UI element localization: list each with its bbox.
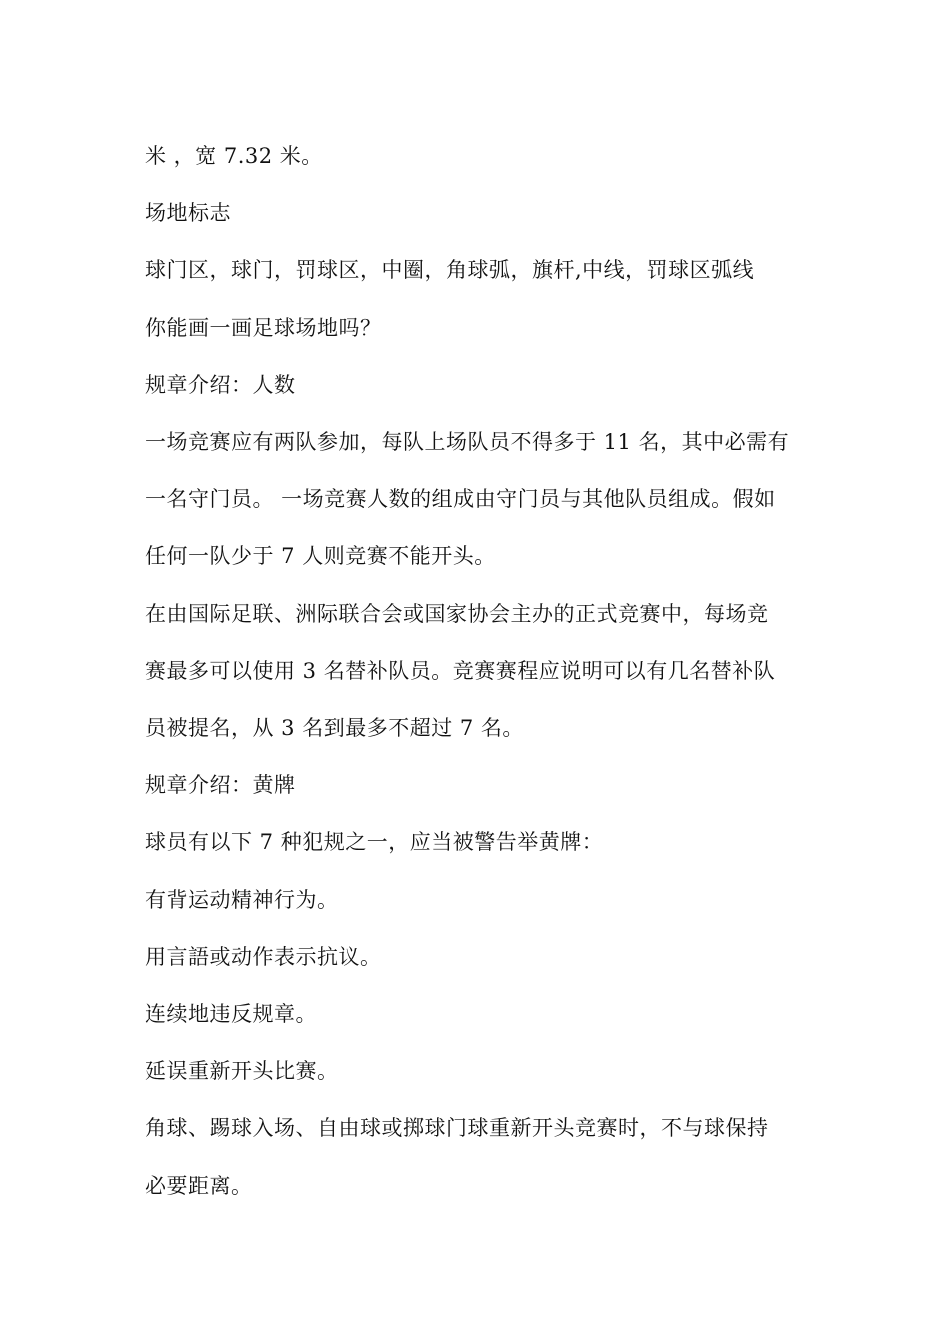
document-body: [145, 128, 815, 1215]
text-line: 赛最多可以使用 3 名替补队员。竞赛赛程应说明可以有几名替补队: [145, 658, 776, 683]
list-item: 有背运动精神行为。: [145, 887, 339, 912]
text-line: 必要距离。: [145, 1173, 253, 1198]
text-line: 球门区，球门，罚球区，中圈，角球弧，旗杆,中线，罚球区弧线: [145, 258, 755, 283]
text-line: 在由国际足联、洲际联合会或国家协会主办的正式竞赛中，每场竞: [145, 601, 769, 626]
list-item: 角球、踢球入场、自由球或掷球门球重新开头竞赛时，不与球保持: [145, 1116, 769, 1141]
text-line: 一场竞赛应有两队参加，每队上场队员不得多于 11 名，其中必需有: [145, 430, 790, 455]
text-line: 员被提名，从 3 名到最多不超过 7 名。: [145, 716, 524, 741]
text-line: 你能画一画足球场地吗？: [145, 315, 382, 340]
list-item: 连续地违反规章。: [145, 1002, 317, 1027]
section-heading: 场地标志: [145, 201, 231, 226]
section-heading: 规章介绍：黄牌: [145, 773, 296, 798]
list-item: 用言語或动作表示抗议。: [145, 944, 382, 969]
section-heading: 规章介绍：人数: [145, 372, 296, 397]
text-line: 一名守门员。 一场竞赛人数的组成由守门员与其他队员组成。假如: [145, 487, 776, 512]
text-line: 米 ，宽 7.32 米。: [145, 144, 323, 168]
list-item: 延误重新开头比赛。: [145, 1059, 339, 1084]
text-line: 球员有以下 7 种犯规之一，应当被警告举黄牌：: [145, 830, 604, 855]
text-line: 任何一队少于 7 人则竞赛不能开头。: [145, 544, 496, 569]
